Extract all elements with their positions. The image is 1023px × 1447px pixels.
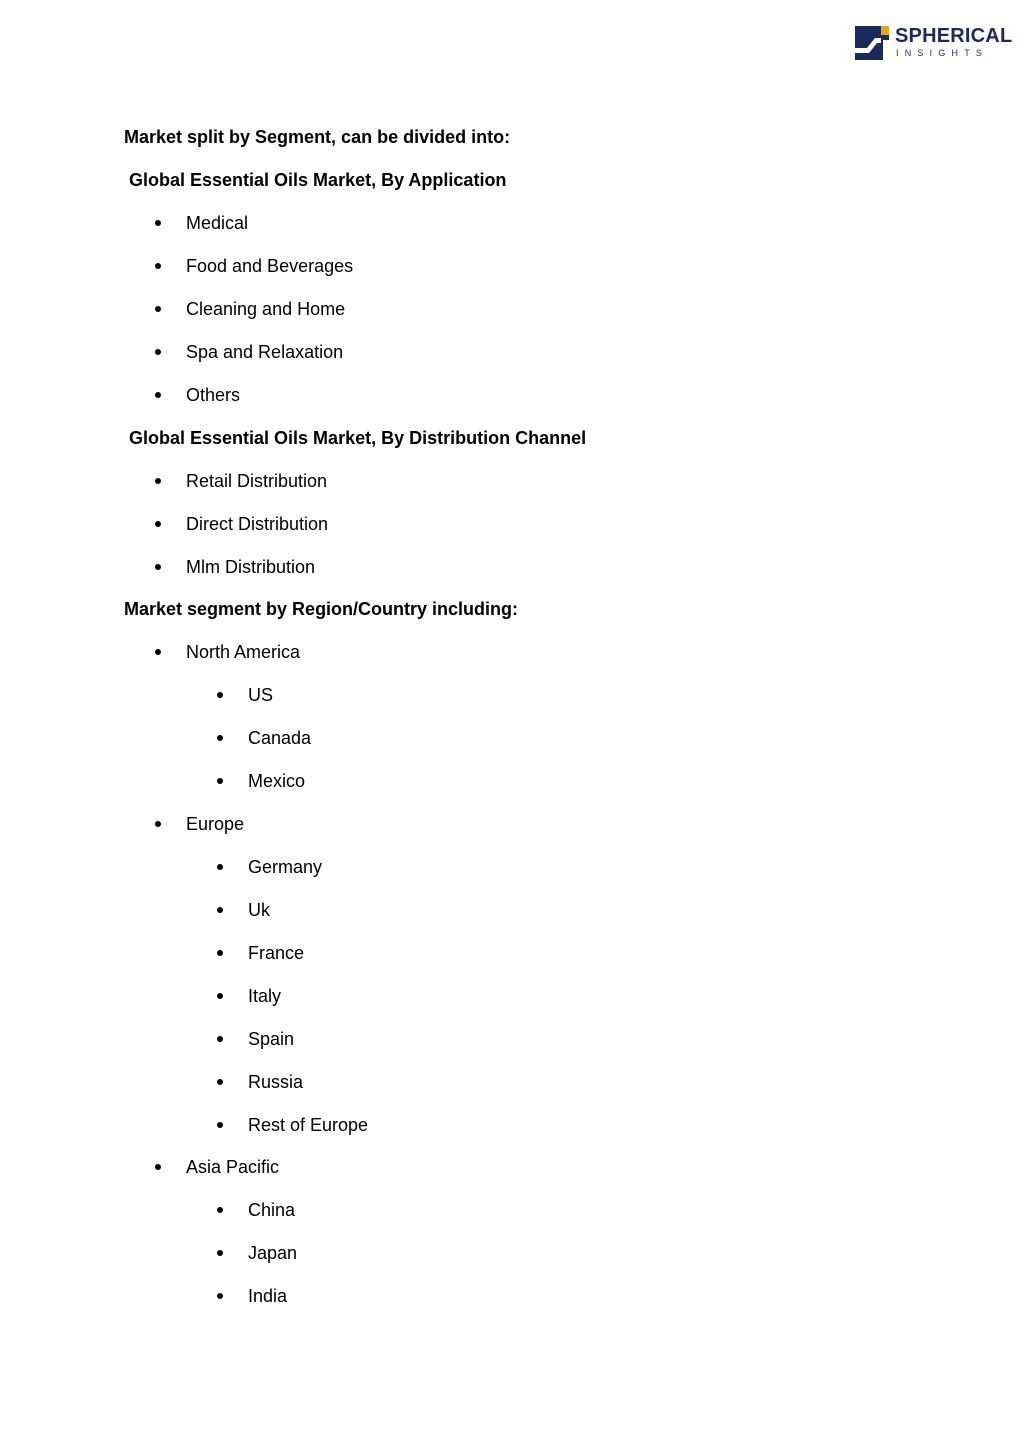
logo-wordmark: SPHERICAL [895,25,1013,47]
country-item: Canada [248,728,312,748]
intro-heading: Market split by Segment, can be divided into: [124,127,511,147]
country-item: India [248,1286,288,1306]
logo-subtitle: INSIGHTS [896,48,989,58]
country-item: France [248,943,305,963]
list-item: Cleaning and Home [186,299,346,319]
country-item: Mexico [248,771,306,791]
list-item: Medical [186,213,249,233]
list-item: Spa and Relaxation [186,342,344,362]
list-item: Others [186,385,241,405]
country-item: Rest of Europe [248,1115,369,1135]
list-item: Food and Beverages [186,256,354,276]
country-item: US [248,685,274,705]
country-item: China [248,1200,296,1220]
country-item: Uk [248,900,270,920]
region-item: Europe [186,814,245,834]
application-heading: Global Essential Oils Market, By Application [129,170,507,190]
region-heading: Market segment by Region/Country including: [124,599,519,619]
country-item: Italy [248,986,282,1006]
company-logo [855,24,1013,62]
country-item: Japan [248,1243,298,1263]
country-item: Russia [248,1072,304,1092]
country-item: Spain [248,1029,295,1049]
spherical-insights-logo-icon [855,26,889,60]
region-item: Asia Pacific [186,1157,280,1177]
distribution-heading: Global Essential Oils Market, By Distribution Channel [129,428,587,448]
country-item: Germany [248,857,323,877]
region-item: North America [186,642,301,662]
list-item: Retail Distribution [186,471,328,491]
list-item: Direct Distribution [186,514,329,534]
list-item: Mlm Distribution [186,557,316,577]
